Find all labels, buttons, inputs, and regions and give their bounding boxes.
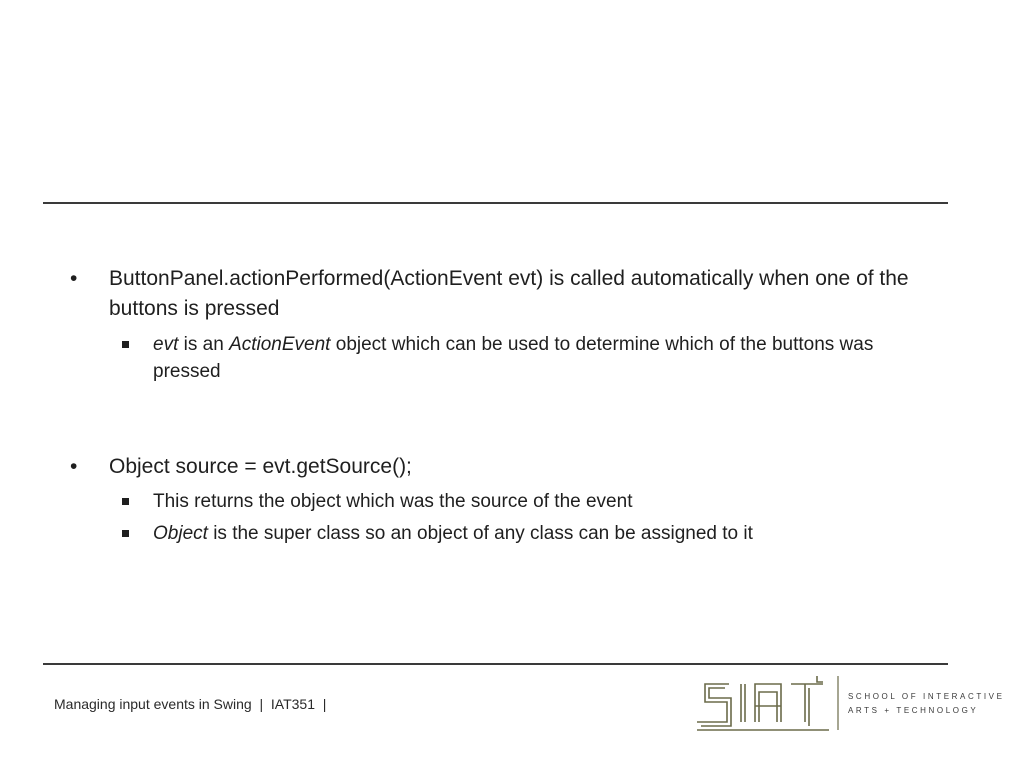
square-bullet-icon <box>122 498 129 505</box>
bottom-divider <box>43 663 948 665</box>
footer-course: IAT351 <box>270 696 315 712</box>
text-run: This returns the object which was the source of the event <box>153 491 633 512</box>
bullet-marker: • <box>70 455 78 478</box>
square-bullet-icon <box>122 530 129 537</box>
footer-separator: | <box>251 696 271 712</box>
footer-trailing: | <box>315 696 327 712</box>
sub-bullet-text <box>153 520 893 547</box>
bullet-marker: • <box>70 267 78 290</box>
sub-bullet-text <box>153 331 893 385</box>
code-term: evt <box>153 334 179 355</box>
footer-title: Managing input events in Swing <box>54 696 252 712</box>
top-divider <box>43 202 948 204</box>
school-name-line-1: SCHOOL OF INTERACTIVE <box>848 692 1005 701</box>
bullet-text: ButtonPanel.actionPerformed(ActionEvent evt) is called automatically when one of the buttons is pressed <box>109 267 909 320</box>
bullet-text: Object source = evt.getSource(); <box>109 455 412 478</box>
school-name <box>848 690 1005 718</box>
school-name-line-2: ARTS + TECHNOLOGY <box>848 706 979 715</box>
text-run: object which can be used to determine which of the buttons was pressed <box>153 334 874 382</box>
text-run: is an <box>178 334 230 355</box>
text-run: is the super class so an object of any class can be assigned to it <box>207 523 753 544</box>
code-term: ActionEvent <box>229 334 331 355</box>
square-bullet-icon <box>122 341 129 348</box>
footer <box>54 696 326 712</box>
sub-bullet-text <box>153 488 893 515</box>
code-term: Object <box>153 523 208 544</box>
